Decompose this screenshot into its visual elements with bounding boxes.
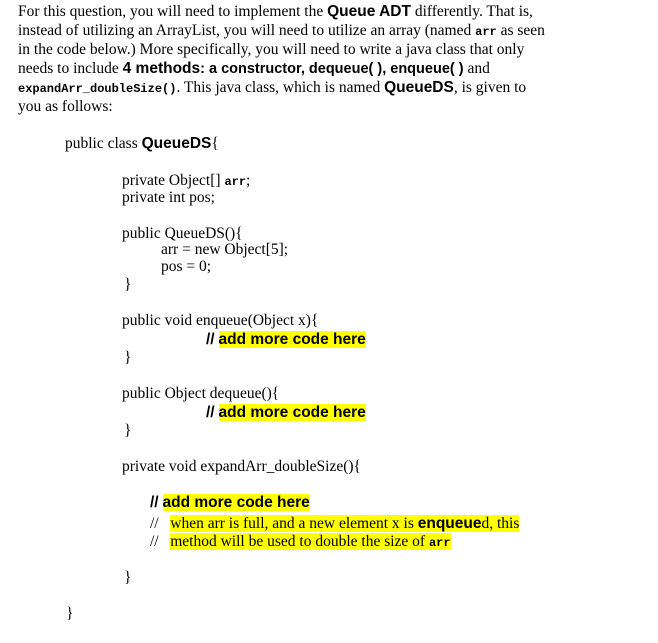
field-pos: private int pos;	[122, 189, 215, 206]
intro-text: differently. That is,	[410, 3, 533, 20]
intro-text: For this question, you will need to implement the	[18, 3, 328, 20]
dequeue-signature: public Object dequeue(){	[122, 385, 280, 402]
code-text: private Object[]	[122, 172, 225, 189]
expand-method-term: expandArr_doubleSize()	[18, 82, 177, 96]
intro-text: , is given to	[453, 79, 527, 96]
todo-highlight: add more code here	[162, 494, 310, 511]
class-name-term: QueueDS	[384, 79, 454, 96]
closing-brace: }	[124, 276, 132, 293]
expand-note-line-1	[150, 515, 519, 533]
note-text: method will be used to double the size of	[170, 533, 429, 550]
intro-text: instead of utilizing an ArrayList, you will need to utilize an array (named	[18, 22, 476, 39]
class-declaration	[65, 135, 219, 153]
expand-signature: private void expandArr_doubleSize(){	[122, 458, 362, 475]
constructor-body-line: pos = 0;	[161, 258, 212, 275]
todo-highlight: add more code here	[218, 331, 366, 348]
code-text: public class	[65, 135, 142, 152]
intro-text: . This java class, which is named	[176, 79, 385, 96]
class-closing-brace: }	[66, 605, 74, 622]
arr-term: arr	[224, 175, 247, 189]
note-highlight	[170, 533, 450, 550]
intro-text: as seen	[496, 22, 545, 39]
comment-slashes: //	[150, 533, 159, 550]
closing-brace: }	[124, 349, 132, 366]
enqueue-signature: public void enqueue(Object x){	[122, 312, 319, 329]
intro-line-4	[18, 60, 490, 78]
intro-line-1	[18, 3, 533, 21]
comment-slashes: //	[206, 331, 215, 348]
methods-list: : a constructor, dequeue( ), enqueue( )	[200, 61, 464, 77]
code-text: ;	[246, 172, 251, 189]
note-text: d, this	[481, 515, 520, 532]
queue-adt-term: Queue ADT	[327, 3, 411, 20]
dequeue-todo	[206, 404, 366, 422]
intro-text: and	[463, 60, 490, 77]
code-text: {	[211, 135, 219, 152]
constructor-body-line: arr = new Object[5];	[161, 241, 289, 258]
closing-brace: }	[124, 569, 132, 586]
intro-line-3: in the code below.) More specifically, you will need to write a java class that only	[18, 41, 525, 58]
expand-todo	[150, 494, 310, 512]
note-highlight	[170, 515, 519, 532]
methods-count-term: 4 methods	[122, 60, 201, 77]
enqueue-term: enqueue	[417, 515, 482, 532]
expand-note-line-2	[150, 533, 451, 552]
constructor-signature: public QueueDS(){	[122, 225, 243, 242]
note-text: when arr is full, and a new element x is	[170, 515, 418, 532]
comment-slashes: //	[150, 515, 159, 532]
intro-line-2	[18, 22, 545, 41]
intro-line-6: you as follows:	[18, 98, 113, 115]
arr-term: arr	[475, 25, 497, 39]
todo-highlight: add more code here	[218, 404, 366, 421]
comment-slashes: //	[206, 404, 215, 421]
intro-text: needs to include	[18, 60, 123, 77]
class-name: QueueDS	[141, 135, 212, 152]
enqueue-todo	[206, 331, 366, 349]
intro-line-5	[18, 79, 526, 98]
comment-slashes: //	[150, 494, 159, 511]
closing-brace: }	[124, 422, 132, 439]
arr-term: arr	[428, 536, 451, 550]
